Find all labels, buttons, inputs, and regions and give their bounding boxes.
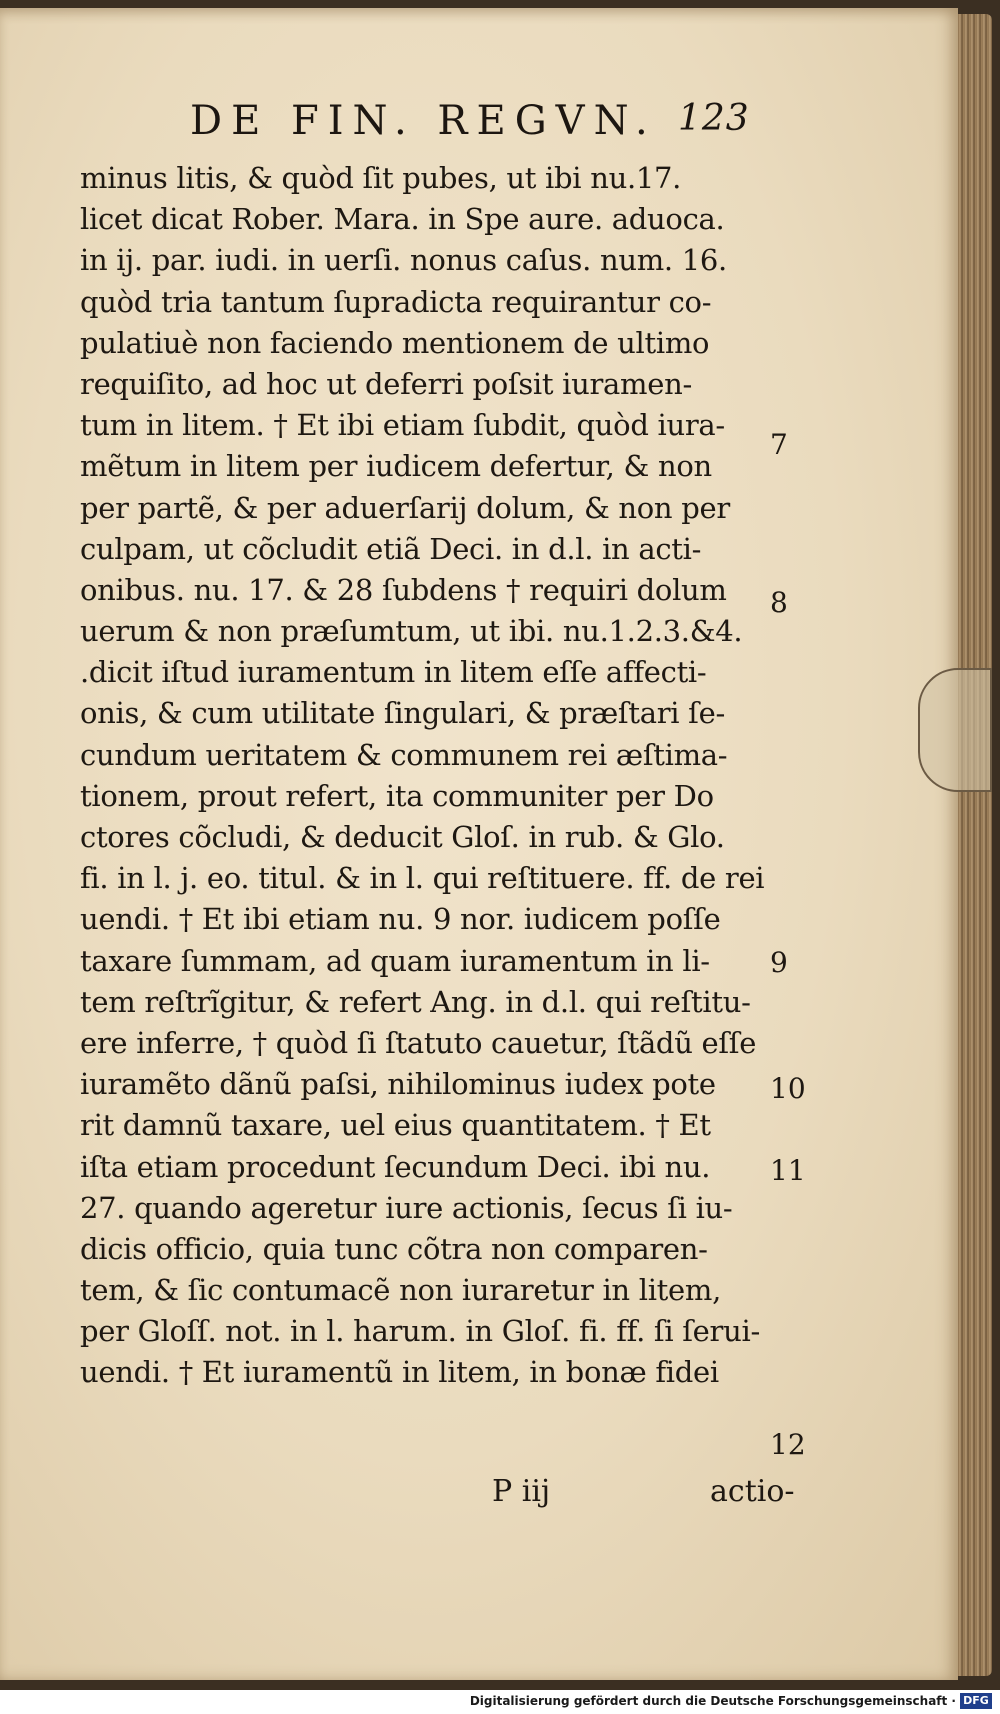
text-line: uerum & non præſumtum, ut ibi. nu.1.2.3.&4. xyxy=(80,614,743,649)
margin-number: 9 xyxy=(770,946,788,979)
margin-number: 8 xyxy=(770,586,788,619)
text-line: licet dicat Rober. Mara. in Spe aure. aduoca. xyxy=(80,202,725,237)
text-block xyxy=(80,158,770,1394)
margin-number: 7 xyxy=(770,428,788,461)
dfg-logo: DFG xyxy=(960,1693,992,1709)
signature-mark: P iij xyxy=(492,1474,551,1509)
page-edges xyxy=(958,14,992,1676)
text-line: mẽtum in litem per iudicem defertur, & non xyxy=(80,449,712,484)
margin-number: 10 xyxy=(770,1072,806,1105)
digitization-footer xyxy=(0,1690,1000,1714)
text-line: ctores cõcludi, & deducit Gloſ. in rub. & Glo. xyxy=(80,820,725,854)
text-line: minus litis, & quòd ſit pubes, ut ibi nu.17. xyxy=(80,161,682,195)
running-title: DE FIN. REGVN. xyxy=(190,98,657,144)
text-line: taxare ſummam, ad quam iuramentum in li- xyxy=(80,943,710,978)
funding-credit: Digitalisierung gefördert durch die Deutsche Forschungsgemeinschaft · xyxy=(469,1694,956,1708)
text-line: tem, & ſic contumacẽ non iuraretur in litem, xyxy=(80,1273,721,1308)
text-line: ere inferre, † quòd ſi ſtatuto cauetur, ſtãdũ eſſe xyxy=(80,1025,757,1060)
catchword: actio- xyxy=(710,1474,795,1509)
text-line: tem reſtrĩgitur, & refert Ang. in d.l. qui reſtitu- xyxy=(80,984,751,1019)
text-line: iſta etiam procedunt ſecundum Deci. ibi nu. xyxy=(80,1149,711,1184)
text-line: per Gloſſ. not. in l. harum. in Gloſ. fi. ff. ſi ſerui- xyxy=(80,1314,760,1349)
text-line: onibus. nu. 17. & 28 ſubdens † requiri dolum xyxy=(80,572,727,607)
text-line: culpam, ut cõcludit etiã Deci. in d.l. in acti- xyxy=(80,531,702,566)
margin-number: 12 xyxy=(770,1428,806,1461)
text-line: fi. in l. j. eo. titul. & in l. qui reſtituere. ff. de rei xyxy=(80,861,765,896)
text-line: uendi. † Et iuramentũ in litem, in bonæ fidei xyxy=(80,1355,719,1390)
text-line: 27. quando ageretur iure actionis, ſecus ſi iu- xyxy=(80,1190,733,1225)
text-line: .dicit iſtud iuramentum in litem eſſe affecti- xyxy=(80,655,707,690)
text-line: pulatiuè non faciendo mentionem de ultimo xyxy=(80,325,710,360)
text-line: tionem, prout refert, ita communiter per Do xyxy=(80,778,714,813)
text-line: iuramẽto dãnũ paſsi, nihilominus iudex pote xyxy=(80,1067,716,1102)
text-line: requiſito, ad hoc ut deferri poſsit iuramen- xyxy=(80,366,692,401)
text-line: dicis officio, quia tunc cõtra non comparen- xyxy=(80,1231,708,1266)
book-clasp xyxy=(918,668,992,792)
text-line: uendi. † Et ibi etiam nu. 9 nor. iudicem poſſe xyxy=(80,902,721,937)
folio-number: 123 xyxy=(678,98,750,139)
text-line: in ij. par. iudi. in uerſi. nonus caſus. num. 16. xyxy=(80,243,727,278)
margin-number: 11 xyxy=(770,1154,806,1187)
text-line: tum in litem. † Et ibi etiam ſubdit, quòd iura- xyxy=(80,408,725,443)
running-header xyxy=(190,98,780,148)
text-line: onis, & cum utilitate ſingulari, & præſtari ſe- xyxy=(80,696,725,731)
text-line: cundum ueritatem & communem rei æſtima- xyxy=(80,737,728,772)
text-line: rit damnũ taxare, uel eius quantitatem. † Et xyxy=(80,1108,711,1143)
text-line: per partẽ, & per aduerſarij dolum, & non per xyxy=(80,490,730,525)
text-line: quòd tria tantum ſupradicta requirantur co- xyxy=(80,284,712,319)
